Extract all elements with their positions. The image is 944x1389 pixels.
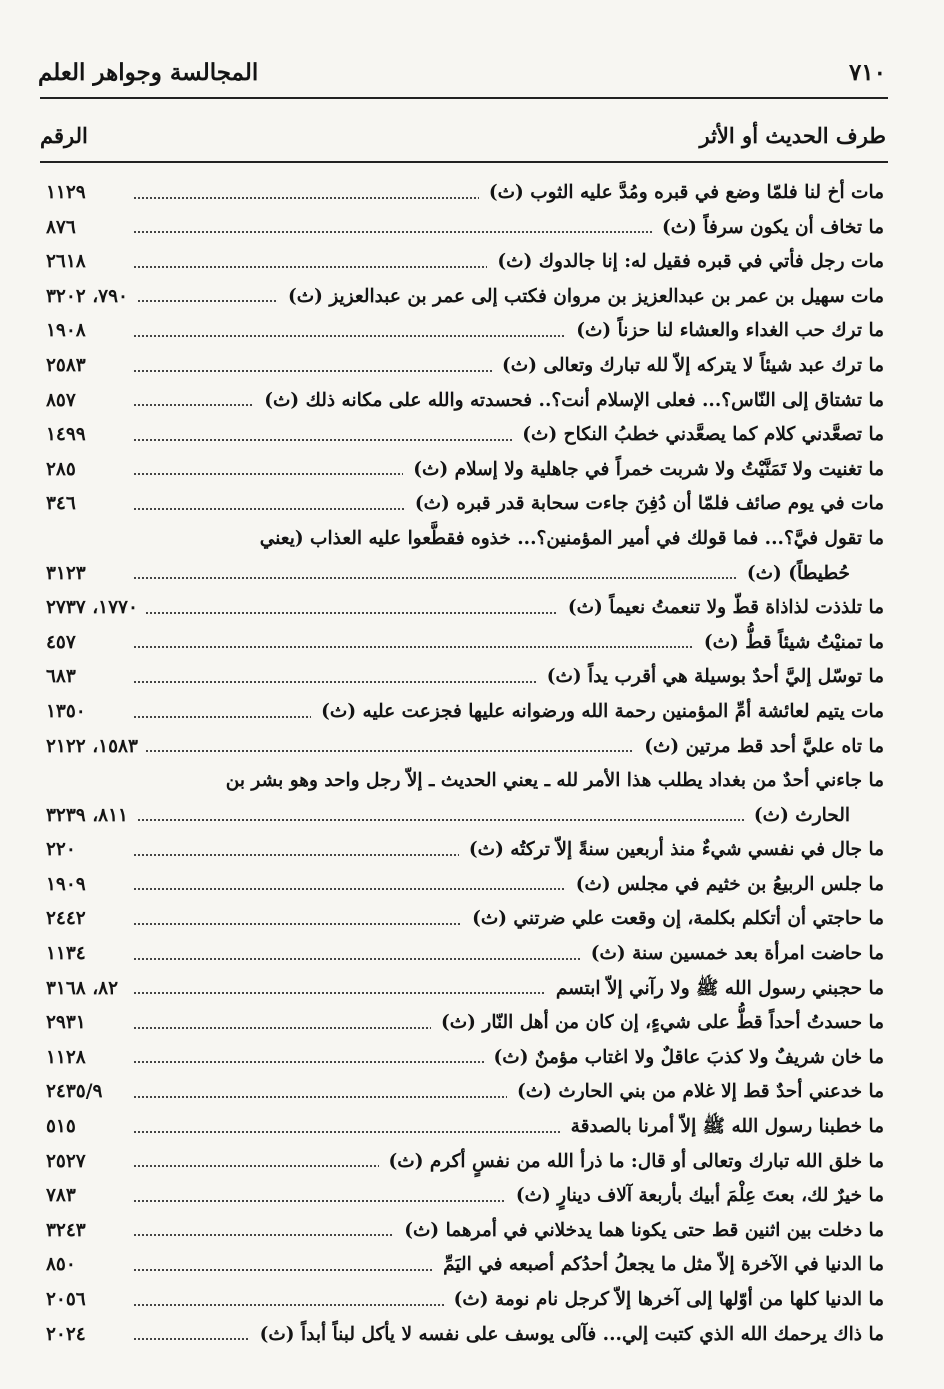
- entry-reference-number: [46, 695, 94, 730]
- entry-reference-value: ٧٩٠، ٣٢٠٢: [46, 286, 136, 307]
- entry-text: [506, 1179, 884, 1214]
- index-entry: [46, 1041, 884, 1076]
- index-entry: [46, 868, 884, 903]
- entry-text-line: ما خيرٌ لك، بعتَ عِلْمَ أبيك بأربعة آلاف دينارٍ (ث): [506, 1185, 884, 1206]
- entry-reference-number: [46, 1283, 94, 1318]
- entry-reference-value: ٨١١، ٣٢٣٩: [46, 805, 136, 826]
- entry-reference-value: ٨٢، ٣١٦٨: [46, 978, 126, 999]
- entry-text-line: ما تشتاق إلى النّاس؟... فعلى الإسلام أنت؟.. فحسدته والله على مكانه ذلك (ث): [254, 390, 884, 411]
- entry-reference-value: ٧٨٣: [46, 1185, 84, 1206]
- entry-reference-value: ١٩٠٩: [46, 874, 94, 895]
- entry-reference-number: [46, 1110, 84, 1145]
- entry-text-line: ما جاءني أحدٌ من بغداد يطلب هذا الأمر لله ـ يعني الحديث ـ إلاّ رجل واحد وهو بشر بن: [216, 770, 884, 791]
- entry-text: [566, 314, 884, 349]
- entry-reference-value: ٨٥٧: [46, 390, 84, 411]
- header-rule: [40, 97, 888, 99]
- entry-text-line: مات في يوم صائف فلمّا أن دُفِنَ جاءت سحابة قدر قبره (ث): [405, 493, 884, 514]
- index-entry: [46, 1145, 884, 1180]
- entry-reference-number: [46, 453, 84, 488]
- entry-reference-number: [46, 314, 94, 349]
- entry-reference-value: ٨٧٦: [46, 217, 84, 238]
- entry-reference-value: ١٥٨٣، ٢١٢٢: [46, 736, 146, 757]
- index-entry: [46, 349, 884, 384]
- index-entry: [46, 211, 884, 246]
- entry-reference-value: ٦٨٣: [46, 666, 84, 687]
- entry-text-line: ما تغنيت ولا تَمَنَّيْتُ ولا شربت خمراً في جاهلية ولا إسلام (ث): [403, 459, 884, 480]
- entry-text: [433, 1248, 884, 1283]
- index-entry: [46, 1248, 884, 1283]
- entry-text: [484, 1041, 884, 1076]
- column-header-number: الرقم: [40, 122, 88, 148]
- entry-reference-value: ٢٩٣١: [46, 1012, 94, 1033]
- entry-text: [512, 418, 884, 453]
- index-entry: [46, 1283, 884, 1318]
- entry-text-continuation: الحارث (ث): [744, 805, 884, 826]
- index-entry: [46, 1110, 884, 1145]
- entry-text-line: ما ذاك يرحمك الله الذي كتبت إلي... فآلى يوسف على نفسه لا يأكل لبناً أبداً (ث): [250, 1324, 884, 1345]
- entry-reference-number: [46, 1318, 94, 1353]
- entry-text-line: ما ترك حب الغداء والعشاء لنا حزناً (ث): [566, 320, 884, 341]
- entry-text-line: ما خان شريفٌ ولا كذبَ عاقلٌ ولا اغتاب مؤمنٌ (ث): [484, 1047, 884, 1068]
- entry-text: [652, 211, 884, 246]
- index-entry: [46, 522, 884, 591]
- entry-reference-number: [46, 833, 84, 868]
- entry-reference-number: [46, 1006, 94, 1041]
- column-header-rule: [40, 161, 888, 163]
- entry-text-line: ما تمنيْتُ شيئاً قطُّ (ث): [694, 632, 884, 653]
- entry-reference-number: [46, 626, 84, 661]
- index-entry: [46, 487, 884, 522]
- entry-reference-number: [46, 799, 136, 834]
- entry-text-line: مات يتيم لعائشة أمِّ المؤمنين رحمة الله ورضوانه عليها فجزعت عليه (ث): [311, 701, 884, 722]
- entry-reference-number: [46, 730, 146, 765]
- entry-text-line: ما خلق الله تبارك وتعالى أو قال: ما ذرأ الله من نفسٍ أكرم (ث): [379, 1151, 884, 1172]
- index-entry: [46, 591, 884, 626]
- entry-reference-number: [46, 349, 94, 384]
- entry-text-line: ما خطبنا رسول الله ﷺ إلاّ أمرنا بالصدقة: [561, 1116, 884, 1137]
- book-title: المجالسة وجواهر العلم: [38, 58, 259, 86]
- entry-text: [694, 626, 884, 661]
- entry-reference-value: ١٩٠٨: [46, 320, 94, 341]
- page-number: ٧١٠: [848, 58, 886, 86]
- entry-reference-value: ١١٣٤: [46, 943, 94, 964]
- column-headers: [40, 118, 886, 152]
- entry-text-line: ما جلس الربيعُ بن خثيم في مجلس (ث): [566, 874, 884, 895]
- entry-text: [403, 453, 884, 488]
- entry-text-line: مات سهيل بن عمر بن عبدالعزيز بن مروان فكتب إلى عمر بن عبدالعزيز (ث): [278, 286, 884, 307]
- entry-reference-number: [46, 1248, 84, 1283]
- index-entry: [46, 384, 884, 419]
- entry-text-line: ما خدعني أحدٌ قط إلا غلام من بني الحارث (ث): [507, 1081, 884, 1102]
- index-entry: [46, 176, 884, 211]
- index-entry: [46, 660, 884, 695]
- entry-text: [537, 660, 884, 695]
- entry-reference-value: ٢٢٠: [46, 839, 84, 860]
- entry-reference-number: [46, 176, 94, 211]
- entry-text-line: ما توسّل إليَّ أحدٌ بوسيلة هي أقرب يداً (ث): [537, 666, 884, 687]
- index-entry: [46, 1075, 884, 1110]
- entry-reference-value: ١١٢٩: [46, 182, 94, 203]
- entry-reference-value: ١٧٧٠، ٢٧٣٧: [46, 597, 146, 618]
- index-entry: [46, 1179, 884, 1214]
- entry-text-line: ما تاه عليَّ أحد قط مرتين (ث): [634, 736, 884, 757]
- index-entry: [46, 730, 884, 765]
- entry-text-line: ما ترك عبد شيئاً لا يتركه إلاّ لله تبارك وتعالى (ث): [492, 355, 884, 376]
- entry-reference-number: [46, 868, 94, 903]
- entry-reference-number: [46, 384, 84, 419]
- entry-text-line: ما تقول فيَّ؟... فما قولك في أمير المؤمنين؟... خذوه فقطَّعوا عليه العذاب (يعني: [250, 528, 884, 549]
- entry-reference-value: ٨٥٠: [46, 1254, 84, 1275]
- entry-text: [566, 868, 884, 903]
- index-entry: [46, 833, 884, 868]
- index-entry: [46, 695, 884, 730]
- entry-reference-number: [46, 211, 84, 246]
- entry-text: [394, 1214, 884, 1249]
- entry-text-line: ما تلذذت لذاذاة قطّ ولا تنعمتُ نعيماً (ث): [558, 597, 884, 618]
- entry-text: [250, 522, 884, 591]
- entry-reference-value: ٢٨٥: [46, 459, 84, 480]
- index-entry: [46, 626, 884, 661]
- entry-reference-value: ٣٢٤٣: [46, 1220, 94, 1241]
- entry-text: [379, 1145, 884, 1180]
- entry-reference-number: [46, 660, 84, 695]
- entry-text: [216, 764, 884, 833]
- running-header: [38, 52, 886, 92]
- entry-text-line: مات أخ لنا فلمّا وضع في قبره ومُدَّ عليه الثوب (ث): [479, 182, 884, 203]
- entry-text: [546, 972, 884, 1007]
- entry-text-line: ما جال في نفسي شيءٌ منذ أربعين سنةً إلاّ تركتُه (ث): [459, 839, 884, 860]
- entry-reference-number: [46, 937, 94, 972]
- entry-reference-value: ٤٥٧: [46, 632, 84, 653]
- entry-text: [444, 1283, 884, 1318]
- entry-reference-value: ٣٤٦: [46, 493, 84, 514]
- entry-text: [492, 349, 884, 384]
- entry-text-line: ما دخلت بين اثنين قط حتى يكونا هما يدخلاني في أمرهما (ث): [394, 1220, 884, 1241]
- entry-text: [479, 176, 884, 211]
- entry-text-line: ما تصعَّدني كلام كما يصعَّدني خطبُ النكاح (ث): [512, 424, 884, 445]
- index-entry: [46, 453, 884, 488]
- entry-reference-number: [46, 1145, 94, 1180]
- entry-reference-value: ٢٦١٨: [46, 251, 94, 272]
- entry-reference-value: ١٣٥٠: [46, 701, 94, 722]
- entry-reference-value: ٢٤٣٥/٩: [46, 1081, 110, 1102]
- entry-reference-value: ٢٤٤٢: [46, 908, 94, 929]
- entry-reference-number: [46, 972, 126, 1007]
- entry-text-line: ما حاجتي أن أتكلم بكلمة، إن وقعت علي ضرتني (ث): [462, 908, 884, 929]
- entry-text: [250, 1318, 884, 1353]
- entry-reference-number: [46, 1214, 94, 1249]
- index-entry: [46, 1006, 884, 1041]
- entry-reference-value: ١١٢٨: [46, 1047, 94, 1068]
- entry-text-line: مات رجل فأتي في قبره فقيل له: إنا جالدوك (ث): [487, 251, 884, 272]
- entry-text: [462, 902, 884, 937]
- entry-reference-number: [46, 902, 94, 937]
- entry-text: [487, 245, 884, 280]
- entry-text-line: ما الدنيا كلها من أوّلها إلى آخرها إلاّ كرجل نام نومة (ث): [444, 1289, 884, 1310]
- entry-text-line: ما حسدتُ أحداً قطُّ على شيءٍ، إن كان من أهل النّار (ث): [431, 1012, 884, 1033]
- index-entry: [46, 1318, 884, 1353]
- entry-text: [278, 280, 884, 315]
- index-entry: [46, 418, 884, 453]
- index-entry: [46, 1214, 884, 1249]
- entry-text: [254, 384, 884, 419]
- entry-text-line: ما حجبني رسول الله ﷺ ولا رآني إلاّ ابتسم: [546, 978, 884, 999]
- index-entry: [46, 280, 884, 315]
- index-entry: [46, 972, 884, 1007]
- index-entry: [46, 245, 884, 280]
- index-entry: [46, 937, 884, 972]
- entry-reference-number: [46, 245, 94, 280]
- index-entry: [46, 902, 884, 937]
- entry-text-line: ما تخاف أن يكون سرفاً (ث): [652, 217, 884, 238]
- entry-reference-value: ٣١٢٣: [46, 563, 94, 584]
- entry-reference-number: [46, 418, 94, 453]
- entry-reference-value: ٢٥٨٣: [46, 355, 94, 376]
- entry-reference-value: ٢٠٥٦: [46, 1289, 94, 1310]
- entry-reference-number: [46, 487, 84, 522]
- entry-text-line: ما حاضت امرأة بعد خمسين سنة (ث): [581, 943, 884, 964]
- entry-text: [459, 833, 884, 868]
- entry-text: [405, 487, 884, 522]
- entry-reference-value: ٢٥٢٧: [46, 1151, 94, 1172]
- entry-reference-number: [46, 1041, 94, 1076]
- entry-text-continuation: حُطيطاً) (ث): [737, 563, 884, 584]
- entry-reference-number: [46, 591, 146, 626]
- entry-text: [558, 591, 884, 626]
- entry-text: [634, 730, 884, 765]
- entry-text: [311, 695, 884, 730]
- entry-text: [431, 1006, 884, 1041]
- entry-text-line: ما الدنيا في الآخرة إلاّ مثل ما يجعلُ أحدُكم أصبعه في اليَمِّ: [433, 1254, 884, 1275]
- entry-reference-number: [46, 1075, 110, 1110]
- column-header-hadith: طرف الحديث أو الأثر: [699, 122, 886, 148]
- entry-reference-number: [46, 1179, 84, 1214]
- entry-text: [507, 1075, 884, 1110]
- index-entry: [46, 314, 884, 349]
- entry-reference-value: ٢٠٢٤: [46, 1324, 94, 1345]
- entry-text: [561, 1110, 884, 1145]
- index-entries: [46, 176, 884, 1352]
- entry-reference-number: [46, 557, 94, 592]
- index-entry: [46, 764, 884, 833]
- entry-reference-value: ٥١٥: [46, 1116, 84, 1137]
- entry-reference-value: ١٤٩٩: [46, 424, 94, 445]
- entry-reference-number: [46, 280, 136, 315]
- entry-text: [581, 937, 884, 972]
